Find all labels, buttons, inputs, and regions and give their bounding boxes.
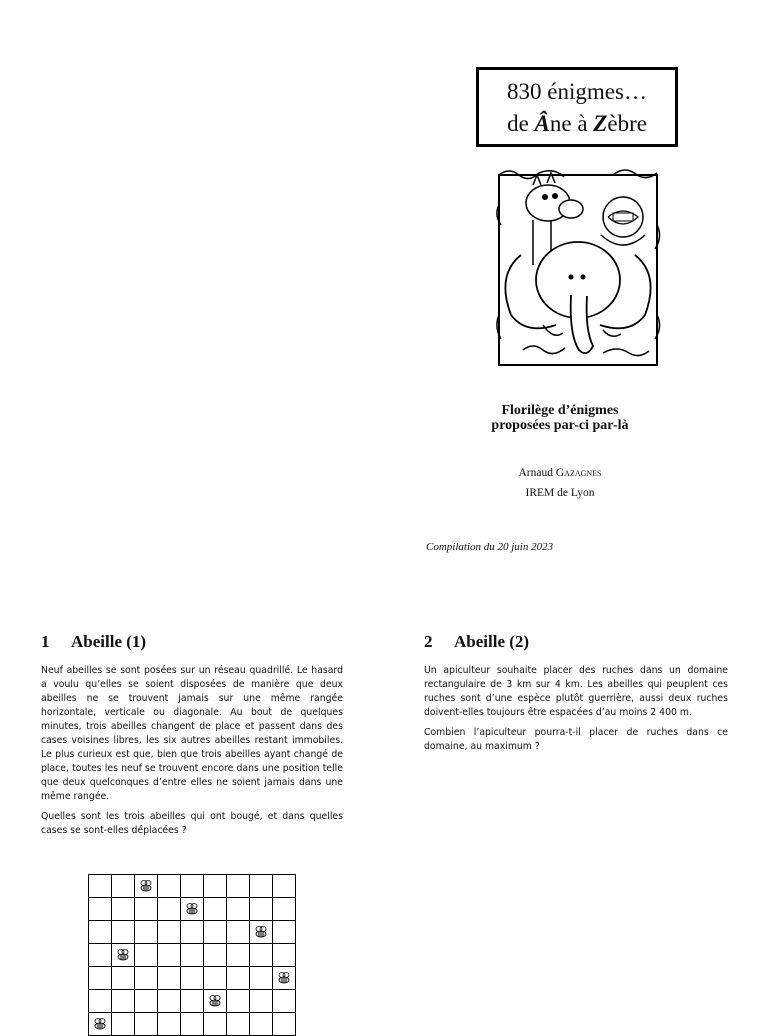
bee-cell xyxy=(135,875,158,898)
bee-grid xyxy=(88,874,296,1036)
grid-cell xyxy=(227,944,250,967)
grid-cell xyxy=(250,944,273,967)
grid-row xyxy=(89,875,296,898)
grid-cell xyxy=(227,990,250,1013)
bee-cell xyxy=(250,921,273,944)
grid-cell xyxy=(158,921,181,944)
section-question: Combien l’apiculteur pourra-t-il placer de ruches dans ce domaine, au maximum ? xyxy=(424,727,728,752)
section-question: Quelles sont les trois abeilles qui ont bougé, et dans quelles cases se sont-elles déplacées ? xyxy=(41,811,343,836)
grid-cell xyxy=(89,875,112,898)
bee-cell xyxy=(112,944,135,967)
grid-cell xyxy=(273,898,296,921)
grid-cell xyxy=(158,875,181,898)
grid-cell xyxy=(135,1013,158,1036)
grid-cell xyxy=(273,990,296,1013)
author-block xyxy=(470,463,650,503)
grid-cell xyxy=(273,875,296,898)
grid-cell xyxy=(181,875,204,898)
grid-cell xyxy=(250,898,273,921)
grid-cell xyxy=(227,921,250,944)
grid-cell xyxy=(227,898,250,921)
grid-cell xyxy=(112,967,135,990)
bee-cell xyxy=(181,898,204,921)
grid-cell xyxy=(135,921,158,944)
grid-cell xyxy=(135,967,158,990)
grid-cell xyxy=(181,921,204,944)
grid-cell xyxy=(112,1013,135,1036)
grid-cell xyxy=(89,967,112,990)
author-institution: IREM de Lyon xyxy=(525,487,595,499)
grid-cell xyxy=(227,967,250,990)
grid-cell xyxy=(181,1013,204,1036)
bee-cell xyxy=(89,1013,112,1036)
grid-cell xyxy=(250,990,273,1013)
grid-cell xyxy=(204,898,227,921)
subtitle-line-2: proposées par-ci par-là xyxy=(491,418,629,433)
title-line-1: 830 énigmes… xyxy=(507,79,647,104)
grid-cell xyxy=(89,944,112,967)
author-name: Arnaud Gazagnes xyxy=(518,467,602,479)
grid-cell xyxy=(112,898,135,921)
bee-icon xyxy=(116,949,130,961)
grid-cell xyxy=(135,944,158,967)
grid-cell xyxy=(204,967,227,990)
section-heading: 2 Abeille (2) xyxy=(424,632,530,651)
grid-cell xyxy=(273,921,296,944)
grid-cell xyxy=(227,875,250,898)
grid-cell xyxy=(204,921,227,944)
grid-row xyxy=(89,990,296,1013)
bee-icon xyxy=(208,995,222,1007)
grid-row xyxy=(89,921,296,944)
grid-cell xyxy=(250,1013,273,1036)
grid-cell xyxy=(181,990,204,1013)
grid-cell xyxy=(181,944,204,967)
bee-cell xyxy=(204,990,227,1013)
grid-cell xyxy=(112,875,135,898)
section-abeille-2 xyxy=(424,632,728,760)
bee-icon xyxy=(185,903,199,915)
bee-icon xyxy=(139,880,153,892)
grid-cell xyxy=(204,944,227,967)
book-title xyxy=(476,67,678,147)
grid-cell xyxy=(135,990,158,1013)
grid-cell xyxy=(158,967,181,990)
subtitle-line-1: Florilège d’énigmes xyxy=(501,403,619,418)
grid-row xyxy=(89,898,296,921)
bee-icon xyxy=(93,1018,107,1030)
grid-cell xyxy=(204,875,227,898)
subtitle xyxy=(470,403,650,433)
grid-cell xyxy=(158,898,181,921)
grid-row xyxy=(89,1013,296,1036)
grid-cell xyxy=(273,1013,296,1036)
bee-icon xyxy=(277,972,291,984)
grid-cell xyxy=(204,1013,227,1036)
animals-illustration xyxy=(493,165,663,370)
grid-cell xyxy=(181,967,204,990)
section-paragraph: Un apiculteur souhaite placer des ruches dans un domaine rectangulaire de 3 km sur 4 km. Les abeilles qui peuplent ces ruches sont d’une espèce plutôt guerrière, aussi deux ruches doivent-elles toujours être espacées d’au moins 2 400 m. xyxy=(424,665,728,718)
grid-cell xyxy=(112,990,135,1013)
grid-cell xyxy=(112,921,135,944)
grid-cell xyxy=(158,990,181,1013)
grid-cell xyxy=(250,967,273,990)
bee-cell xyxy=(273,967,296,990)
grid-row xyxy=(89,967,296,990)
grid-cell xyxy=(273,944,296,967)
grid-cell xyxy=(89,898,112,921)
grid-cell xyxy=(158,1013,181,1036)
bee-icon xyxy=(254,926,268,938)
section-abeille-1 xyxy=(41,632,343,844)
grid-cell xyxy=(158,944,181,967)
grid-cell xyxy=(227,1013,250,1036)
title-line-2: de Âne à Zèbre xyxy=(507,111,647,136)
grid-cell xyxy=(250,875,273,898)
grid-row xyxy=(89,944,296,967)
compilation-date: Compilation du 20 juin 2023 xyxy=(426,541,554,553)
section-heading: 1 Abeille (1) xyxy=(41,632,147,651)
grid-cell xyxy=(135,898,158,921)
section-paragraph: Neuf abeilles se sont posées sur un réseau quadrillé. Le hasard a voulu qu’elles se soient disposées de manière que deux abeilles ne se trouvent jamais sur une même rangée horizontale, verticale ou diagonale. Au bout de quelques minutes, trois abeilles changent de place et passent dans des cases voisines libres, les six autres abeilles restant immobiles. Le plus curieux est que, bien que trois abeilles ayant changé de place, toutes les neuf se trouvent encore dans une position telle que deux quelconques d’entre elles ne soient jamais dans une même rangée. xyxy=(41,665,343,802)
grid-cell xyxy=(89,921,112,944)
grid-cell xyxy=(89,990,112,1013)
